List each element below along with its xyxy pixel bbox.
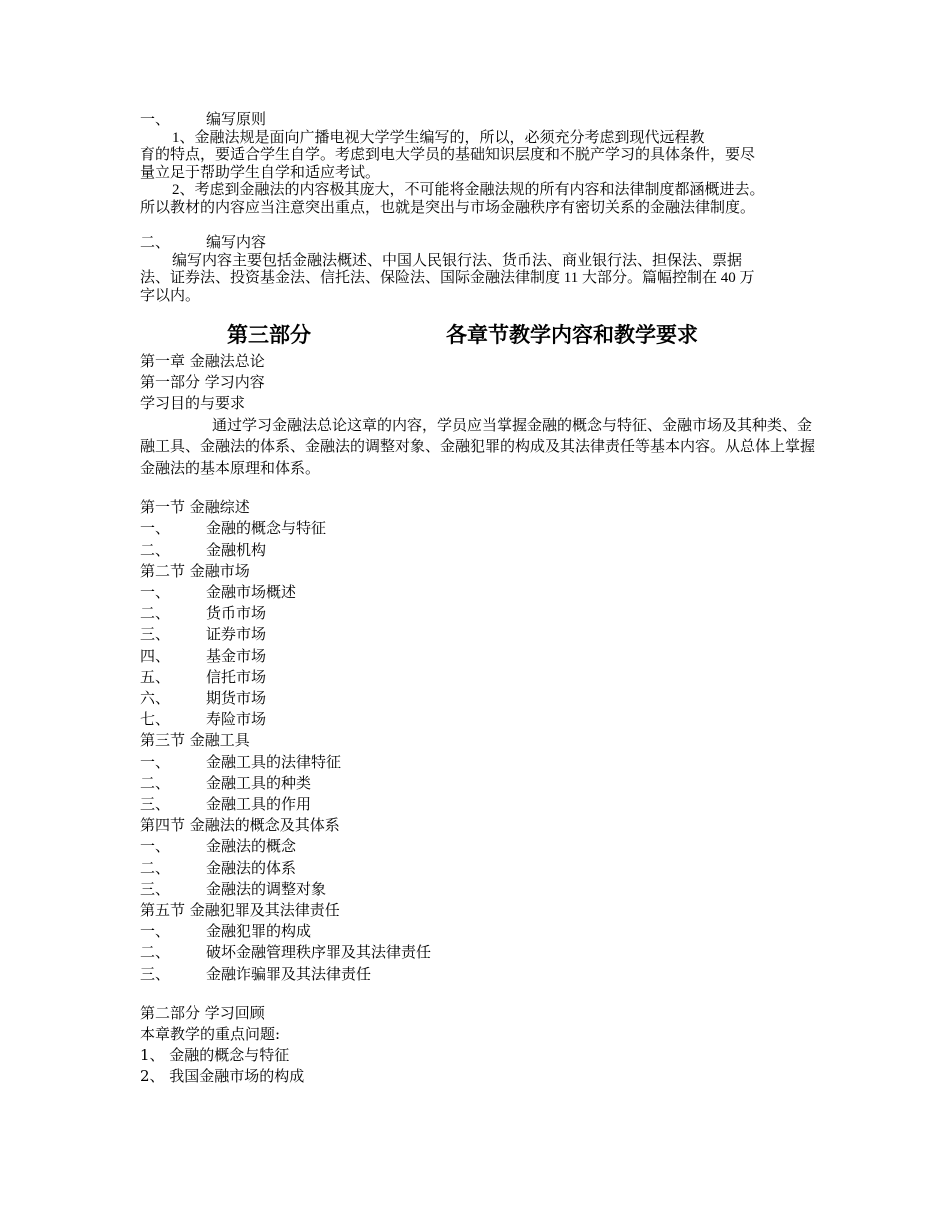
outline-item: [140, 518, 820, 539]
outline-item: [140, 603, 820, 624]
section-writing-principles: [140, 112, 820, 217]
outline-item-number: 二、: [140, 858, 171, 877]
outline-item: [140, 964, 820, 985]
outline-item-text: 金融法的调整对象: [206, 879, 327, 898]
section-heading: 第四节 金融法的概念及其体系: [140, 816, 340, 835]
outline-item: [140, 540, 820, 561]
section-outline: [140, 497, 820, 985]
review-block: [140, 1003, 820, 1088]
outline-item-text: 金融工具的作用: [206, 794, 312, 813]
goal-heading: 学习目的与要求: [140, 394, 246, 413]
outline-item: [140, 582, 820, 603]
outline-item: [140, 921, 820, 942]
outline-item-number: 三、: [140, 625, 171, 644]
paragraph-line: 所以教材的内容应当注意突出重点，也就是突出与市场金融秩序有密切关系的金融法律制度。: [140, 199, 756, 216]
paragraph-line: 1、金融法规是面向广播电视大学学生编写的，所以，必须充分考虑到现代远程教: [172, 129, 705, 146]
paragraph-line: 编写内容主要包括金融法概述、中国人民银行法、货币法、商业银行法、担保法、票据: [172, 252, 743, 269]
paragraph-line: 2、考虑到金融法的内容极其庞大，不可能将金融法规的所有内容和法律制度都涵概进去。: [172, 182, 765, 198]
section-writing-content: [140, 235, 820, 305]
part-title-left: 第三部分: [227, 323, 311, 347]
section-heading: [140, 235, 820, 253]
outline-item-text: 金融工具的法律特征: [206, 752, 342, 771]
outline-item-text: 金融工具的种类: [206, 773, 312, 792]
section-title: 编写内容: [206, 235, 267, 251]
outline-item-text: 寿险市场: [206, 710, 267, 729]
outline-item-text: 金融市场概述: [206, 582, 297, 601]
outline-item: [140, 858, 820, 879]
section-heading: 第一节 金融综述: [140, 498, 250, 517]
section-heading: 第五节 金融犯罪及其法律责任: [140, 900, 340, 919]
outline-item-number: 七、: [140, 710, 171, 729]
outline-item-number: 一、: [140, 837, 171, 856]
outline-item-text: 金融犯罪的构成: [206, 922, 312, 941]
section-heading: 第二节 金融市场: [140, 561, 250, 580]
outline-item-text: 信托市场: [206, 667, 267, 686]
chapter-title: 第一章 金融法总论: [140, 352, 265, 370]
part-heading: 第一部分 学习内容: [140, 373, 265, 392]
paragraph-line: 字以内。: [140, 287, 201, 304]
outline-item: [140, 773, 820, 794]
outline-item-number: 一、: [140, 922, 171, 941]
outline-item: [140, 794, 820, 815]
outline-item-text: 金融法的体系: [206, 858, 297, 877]
outline-item-number: 一、: [140, 582, 171, 601]
outline-item-number: 二、: [140, 540, 171, 559]
section-number: 二、: [140, 235, 171, 251]
part-title: [140, 321, 820, 349]
document-body: [140, 112, 820, 1088]
outline-item: [140, 688, 820, 709]
outline-item-text: 金融诈骗罪及其法律责任: [206, 964, 372, 983]
outline-item-number: 六、: [140, 688, 171, 707]
outline-item-number: 一、: [140, 752, 171, 771]
paragraph-line: 育的特点，要适合学生自学。考虑到电大学员的基础知识层度和不脱产学习的具体条件，要尽: [140, 147, 756, 163]
outline-item-number: 二、: [140, 604, 171, 623]
part-title-right: 各章节教学内容和教学要求: [446, 323, 698, 347]
outline-item: [140, 836, 820, 857]
outline-item-number: 三、: [140, 879, 171, 898]
outline-item-number: 一、: [140, 519, 171, 538]
section-heading: [140, 112, 820, 130]
outline-item-number: 二、: [140, 773, 171, 792]
review-title: 第二部分 学习回顾: [140, 1003, 265, 1022]
outline-item-text: 金融法的概念: [206, 837, 297, 856]
outline-item: [140, 879, 820, 900]
outline-item-text: 证券市场: [206, 625, 267, 644]
outline-item: [140, 709, 820, 730]
outline-item-number: 四、: [140, 646, 171, 665]
outline-item-text: 货币市场: [206, 604, 267, 623]
section-number: 一、: [140, 112, 171, 128]
section-title: 编写原则: [206, 112, 267, 128]
outline-item-number: 二、: [140, 943, 171, 962]
paragraph-line: 法、证券法、投资基金法、信托法、保险法、国际金融法律制度 11 大部分。篇幅控制在 40 万: [140, 270, 755, 286]
outline-item: [140, 942, 820, 963]
section-heading: 第三节 金融工具: [140, 731, 250, 750]
outline-item-text: 基金市场: [206, 646, 267, 665]
outline-item-number: 三、: [140, 964, 171, 983]
outline-item-number: 三、: [140, 794, 171, 813]
goal-paragraph: 通过学习金融法总论这章的内容，学员应当掌握金融的概念与特征、金融市场及其种类、金融工具、金融法的体系、金融法的调整对象、金融犯罪的构成及其法律责任等基本内容。从总体上掌握金融法的基本原理和体系。: [140, 415, 816, 477]
outline-item: [140, 667, 820, 688]
key-heading: 本章教学的重点问题:: [140, 1024, 281, 1043]
outline-item: [140, 752, 820, 773]
outline-item: [140, 646, 820, 667]
key-item: 2、 我国金融市场的构成: [140, 1067, 305, 1086]
outline-item-text: 金融的概念与特征: [206, 519, 327, 538]
outline-item: [140, 624, 820, 645]
paragraph-line: 量立足于帮助学生自学和适应考试。: [140, 164, 381, 181]
outline-item-text: 金融机构: [206, 540, 267, 559]
outline-item-text: 破坏金融管理秩序罪及其法律责任: [206, 943, 432, 962]
outline-item-text: 期货市场: [206, 688, 267, 707]
chapter-block: [140, 351, 820, 479]
key-item: 1、 金融的概念与特征: [140, 1046, 290, 1065]
outline-item-number: 五、: [140, 667, 171, 686]
